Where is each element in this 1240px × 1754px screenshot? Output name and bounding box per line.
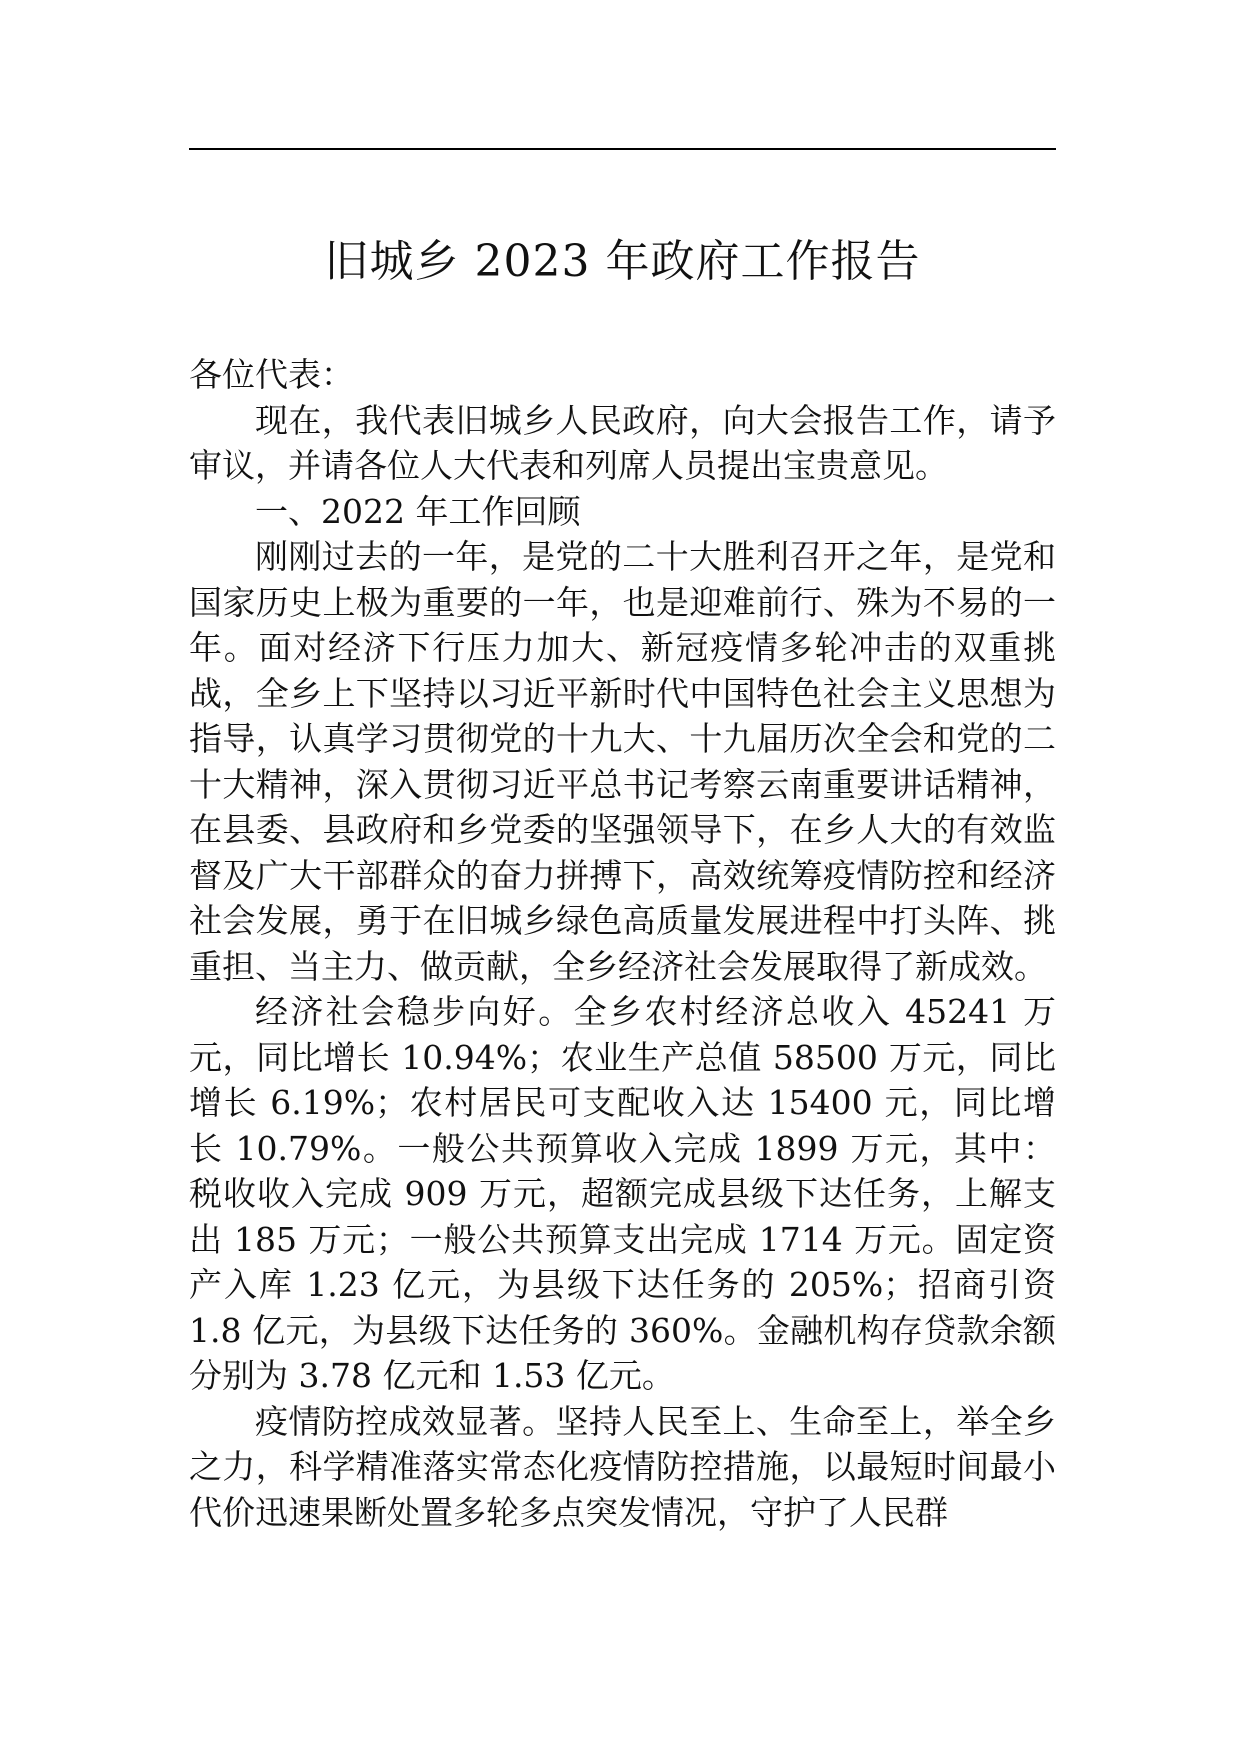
document-body xyxy=(189,352,1056,1535)
header-rule xyxy=(189,148,1056,150)
epidemic-paragraph: 疫情防控成效显著。坚持人民至上、生命至上，举全乡之力，科学精准落实常态化疫情防控措施，以最短时间最小代价迅速果断处置多轮多点突发情况，守护了人民群 xyxy=(189,1401,1056,1532)
section-heading: 一、2022 年工作回顾 xyxy=(255,491,581,531)
salutation: 各位代表： xyxy=(189,355,354,394)
economy-paragraph: 经济社会稳步向好。全乡农村经济总收入 45241 万元，同比增长 10.94%；农业生产总值 58500 万元，同比增长 6.19%；农村居民可支配收入达 15400 元，同比增长 10.79%。一般公共预算收入完成 1899 万元，其中：税收收入完成 909 万元，超额完成县级下达任务，上解支出 185 万元；一般公共预算支出完成 1714 万元。固定资产入库 1.23 亿元，为县级下达任务的 205%；招商引资 1.8 亿元，为县级下达任务的 360%。金融机构存贷款余额分别为 3.78 亿元和 1.53 亿元。 xyxy=(189,992,1056,1395)
document-title: 旧城乡 2023 年政府工作报告 xyxy=(324,236,921,287)
review-paragraph: 刚刚过去的一年，是党的二十大胜利召开之年，是党和国家历史上极为重要的一年，也是迎难前行、殊为不易的一年。面对经济下行压力加大、新冠疫情多轮冲击的双重挑战，全乡上下坚持以习近平新时代中国特色社会主义思想为指导，认真学习贯彻党的十九大、十九届历次全会和党的二十大精神，深入贯彻习近平总书记考察云南重要讲话精神，在县委、县政府和乡党委的坚强领导下，在乡人大的有效监督及广大干部群众的奋力拼搏下，高效统筹疫情防控和经济社会发展，勇于在旧城乡绿色高质量发展进程中打头阵、挑重担、当主力、做贡献，全乡经济社会发展取得了新成效。 xyxy=(189,537,1056,986)
opening-paragraph: 现在，我代表旧城乡人民政府，向大会报告工作，请予审议，并请各位人大代表和列席人员提出宝贵意见。 xyxy=(189,400,1056,485)
